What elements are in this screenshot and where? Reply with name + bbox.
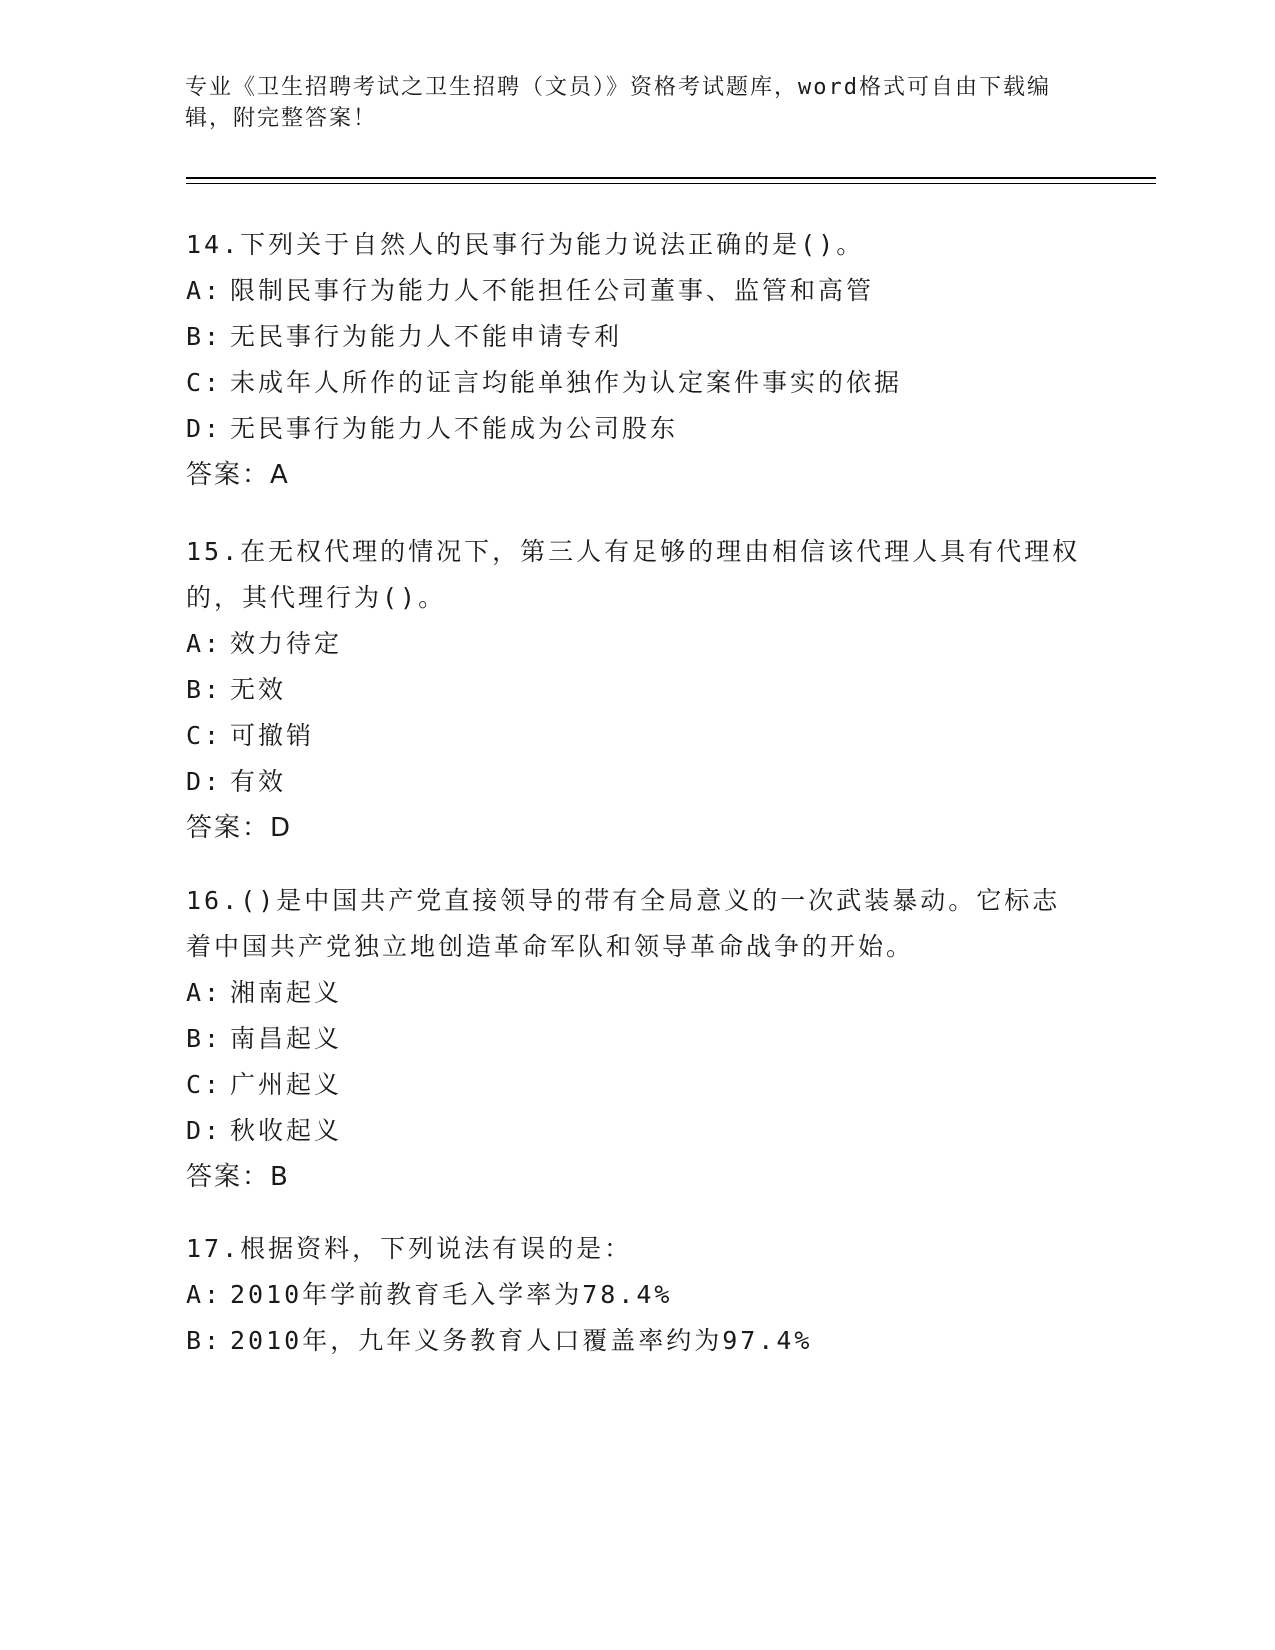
question-15 [186, 529, 1086, 851]
question-stem: 14.下列关于自然人的民事行为能力说法正确的是()。 [186, 230, 865, 259]
option-letter: A: [186, 276, 223, 305]
option-letter: D: [186, 414, 223, 443]
option-letter: B: [186, 322, 223, 351]
option-c [186, 1062, 1086, 1108]
option-text: 广州起义 [230, 1070, 343, 1099]
option-letter: D: [186, 767, 223, 796]
question-16 [186, 878, 1086, 1200]
option-text: 湘南起义 [230, 978, 343, 1007]
option-letter: B: [186, 1024, 223, 1053]
option-a [186, 621, 1086, 667]
option-text: 2010年，九年义务教育人口覆盖率约为97.4% [230, 1326, 813, 1355]
header-divider-thick [186, 177, 1156, 179]
option-c [186, 360, 1086, 406]
option-c [186, 713, 1086, 759]
document-header: 专业《卫生招聘考试之卫生招聘（文员）》资格考试题库，word格式可自由下载编辑，附完整答案！ [185, 75, 1051, 131]
option-text: 未成年人所作的证言均能单独作为认定案件事实的依据 [230, 368, 903, 397]
option-b [186, 667, 1086, 713]
option-text: 秋收起义 [230, 1116, 343, 1145]
option-a [186, 1272, 1086, 1318]
question-14 [186, 222, 1086, 498]
option-d [186, 406, 1086, 452]
option-text: 效力待定 [230, 629, 343, 658]
header-divider-thin [186, 183, 1156, 184]
option-text: 无民事行为能力人不能申请专利 [230, 322, 623, 351]
option-letter: C: [186, 368, 223, 397]
option-letter: A: [186, 978, 223, 1007]
option-letter: C: [186, 721, 223, 750]
question-stem: 16.()是中国共产党直接领导的带有全局意义的一次武装暴动。它标志着中国共产党独立地创造革命军队和领导革命战争的开始。 [186, 886, 1061, 961]
option-letter: B: [186, 675, 223, 704]
answer-line: 答案：B [186, 1162, 290, 1192]
question-17 [186, 1226, 1086, 1364]
answer-line: 答案：D [186, 813, 293, 843]
option-text: 限制民事行为能力人不能担任公司董事、监管和高管 [230, 276, 875, 305]
option-text: 无效 [230, 675, 287, 704]
option-b [186, 1016, 1086, 1062]
option-letter: A: [186, 629, 223, 658]
question-stem: 15.在无权代理的情况下，第三人有足够的理由相信该代理人具有代理权的，其代理行为()。 [186, 537, 1081, 612]
option-text: 无民事行为能力人不能成为公司股东 [230, 414, 679, 443]
option-letter: B: [186, 1326, 223, 1355]
option-letter: D: [186, 1116, 223, 1145]
option-letter: A: [186, 1280, 223, 1309]
option-b [186, 314, 1086, 360]
question-stem: 17.根据资料，下列说法有误的是： [186, 1234, 633, 1263]
option-text: 有效 [230, 767, 287, 796]
option-text: 南昌起义 [230, 1024, 343, 1053]
answer-line: 答案：A [186, 460, 290, 490]
option-letter: C: [186, 1070, 223, 1099]
option-a [186, 970, 1086, 1016]
option-d [186, 759, 1086, 805]
option-text: 2010年学前教育毛入学率为78.4% [230, 1280, 673, 1309]
option-b [186, 1318, 1086, 1364]
option-a [186, 268, 1086, 314]
option-d [186, 1108, 1086, 1154]
option-text: 可撤销 [230, 721, 315, 750]
